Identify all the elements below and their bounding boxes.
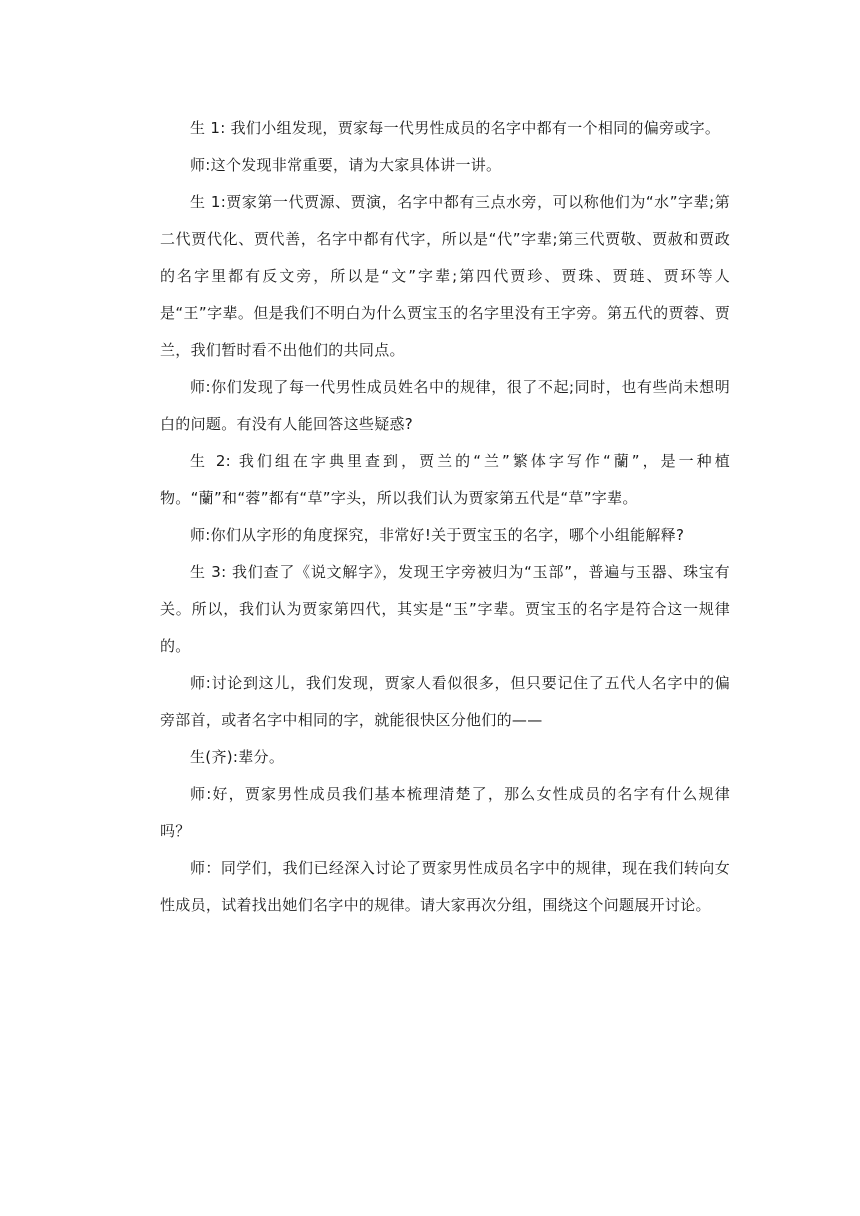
paragraph-teacher-praise: 师:你们从字形的角度探究，非常好!关于贾宝玉的名字，哪个小组能解释? bbox=[190, 526, 685, 544]
paragraph-students-chorus: 生(齐):辈分。 bbox=[190, 748, 285, 766]
paragraph-teacher-prompt: 师:这个发现非常重要，请为大家具体讲一讲。 bbox=[190, 156, 502, 174]
paragraph-teacher-summary: 师:讨论到这儿，我们发现，贾家人看似很多，但只要记住了五代人名字中的偏旁部首，或者名字中相同的字，就能很快区分他们的—— bbox=[160, 674, 730, 729]
paragraph-teacher-group-task: 师：同学们，我们已经深入讨论了贾家男性成员名字中的规律，现在我们转向女性成员，试着找出她们名字中的规律。请大家再次分组，围绕这个问题展开讨论。 bbox=[160, 859, 730, 914]
paragraph-student2-answer: 生 2: 我们组在字典里查到，贾兰的“兰”繁体字写作“蘭”，是一种植物。“蘭”和“蓉”都有“草”字头，所以我们认为贾家第五代是“草”字辈。 bbox=[160, 452, 730, 507]
paragraph-student1-explanation: 生 1:贾家第一代贾源、贾演，名字中都有三点水旁，可以称他们为“水”字辈;第二代贾代化、贾代善，名字中都有代字，所以是“代”字辈;第三代贾敬、贾赦和贾政的名字里都有反文旁，所以是“文”字辈;第四代贾珍、贾珠、贾琏、贾环等人是“王”字辈。但是我们不明白为什么贾宝玉的名字里没有王字旁。第五代的贾蓉、贾兰，我们暂时看不出他们的共同点。 bbox=[160, 193, 730, 359]
document-body bbox=[160, 110, 730, 924]
paragraph-student1-observation: 生 1: 我们小组发现，贾家每一代男性成员的名字中都有一个相同的偏旁或字。 bbox=[190, 119, 721, 137]
paragraph-teacher-transition: 师:好，贾家男性成员我们基本梳理清楚了，那么女性成员的名字有什么规律吗？ bbox=[160, 785, 730, 840]
paragraph-student3-answer: 生 3: 我们查了《说文解字》，发现王字旁被归为“玉部”，普遍与玉器、珠宝有关。所以，我们认为贾家第四代，其实是“玉”字辈。贾宝玉的名字是符合这一规律的。 bbox=[160, 563, 730, 655]
paragraph-teacher-question: 师:你们发现了每一代男性成员姓名中的规律，很了不起;同时，也有些尚未想明白的问题。有没有人能回答这些疑惑? bbox=[160, 378, 730, 433]
